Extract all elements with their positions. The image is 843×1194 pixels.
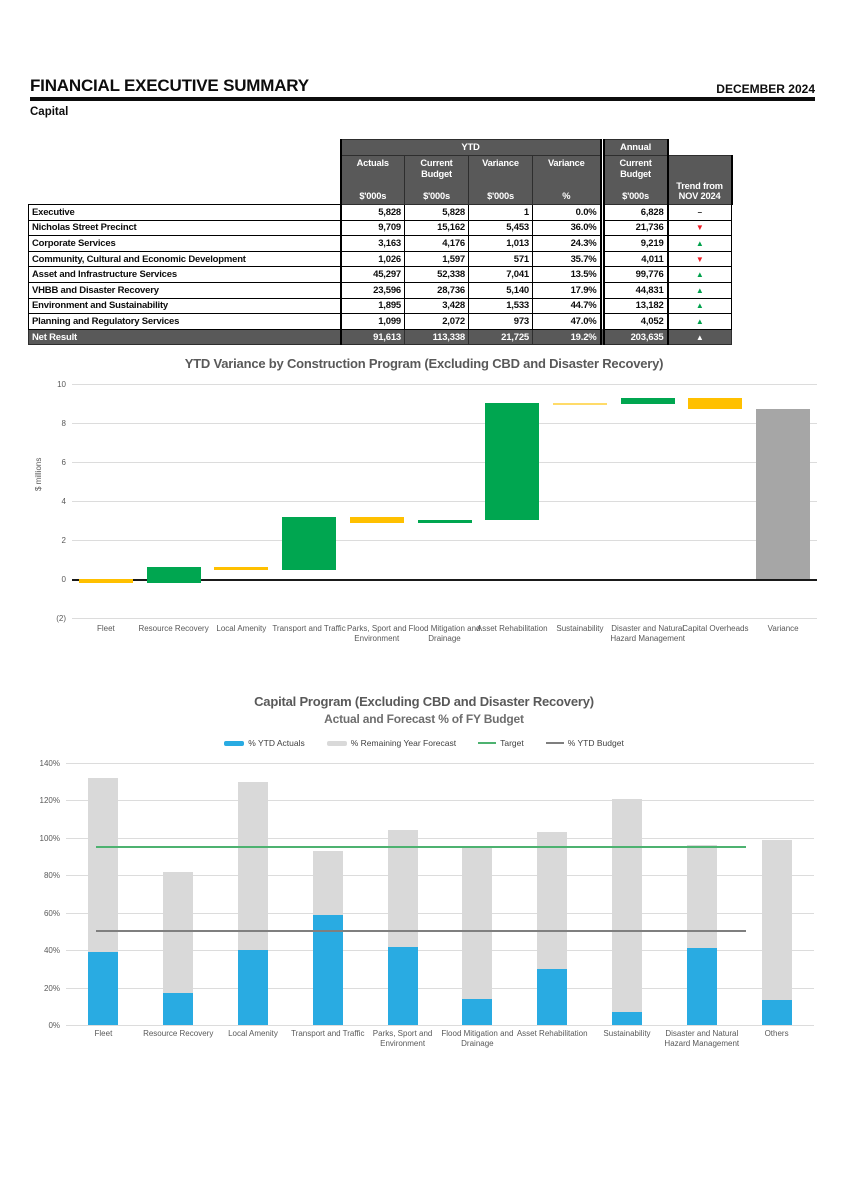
cell-variance: 5,140 <box>469 282 533 298</box>
bar-chart-category-label: Sustainability <box>603 1029 651 1038</box>
ytd-actuals-bar <box>163 993 193 1025</box>
waterfall-gridline <box>72 384 817 385</box>
cell-annual-budget: 6,828 <box>604 205 668 221</box>
column-header <box>604 156 668 205</box>
column-header-text <box>608 158 664 202</box>
cell-current-budget: 113,338 <box>405 329 469 345</box>
waterfall-category-label: Fleet <box>96 624 115 633</box>
bar-chart-title: Capital Program (Excluding CBD and Disaster Recovery) <box>254 694 594 709</box>
column-header <box>668 156 732 205</box>
column-header-name: Variance <box>547 158 585 168</box>
cell-current-budget: 15,162 <box>405 220 469 236</box>
cell-actuals: 23,596 <box>341 282 405 298</box>
waterfall-bar <box>485 403 539 521</box>
legend-label: % Remaining Year Forecast <box>350 738 457 748</box>
cell-variance-pct: 0.0% <box>533 205 601 221</box>
row-label: Executive <box>29 205 341 221</box>
table-row <box>29 251 732 267</box>
table-group-header-row <box>29 140 732 156</box>
cell-current-budget: 3,428 <box>405 298 469 314</box>
bar-chart-category-label: Asset Rehabilitation <box>516 1029 588 1038</box>
column-header-name: Trend from NOV 2024 <box>676 180 723 202</box>
bar-chart-category-label: Disaster and Natural Hazard Management <box>664 1029 740 1049</box>
ytd-actuals-bar <box>88 952 118 1025</box>
cell-actuals: 3,163 <box>341 236 405 252</box>
legend-item <box>224 738 305 748</box>
trend-indicator: ▲ <box>668 282 732 298</box>
waterfall-chart <box>30 350 818 660</box>
bar-chart-y-tick: 140% <box>39 759 60 768</box>
ytd-actuals-bar <box>388 947 418 1025</box>
bar-chart-category-label: Resource Recovery <box>143 1029 214 1038</box>
waterfall-category-label: Disaster and Natural Hazard Management <box>610 624 686 644</box>
waterfall-bar <box>79 579 133 583</box>
legend-swatch-bar <box>224 741 244 746</box>
bar-chart-y-tick: 20% <box>43 983 60 993</box>
waterfall-bar <box>350 517 404 523</box>
summary-table-body <box>29 205 732 345</box>
waterfall-gridline <box>72 501 817 502</box>
cell-annual-budget: 21,736 <box>604 220 668 236</box>
waterfall-y-tick: (2) <box>56 614 66 623</box>
column-header-name: Current Budget <box>420 158 453 179</box>
remaining-forecast-bar <box>537 832 567 969</box>
report-date: DECEMBER 2024 <box>716 82 815 96</box>
bar-chart-subtitle: Actual and Forecast % of FY Budget <box>324 712 524 726</box>
legend-label: % YTD Budget <box>567 738 624 748</box>
waterfall-plot <box>72 384 817 618</box>
cell-annual-budget: 99,776 <box>604 267 668 283</box>
column-header-text <box>472 158 529 202</box>
table-row <box>29 298 732 314</box>
waterfall-gridline <box>72 423 817 424</box>
remaining-forecast-bar <box>238 782 268 950</box>
capital-program-chart <box>30 688 818 1098</box>
cell-current-budget: 52,338 <box>405 267 469 283</box>
column-header-name: Current Budget <box>619 158 652 179</box>
column-header <box>469 156 533 205</box>
summary-table-container <box>28 139 733 345</box>
waterfall-y-axis-label: $ millions <box>34 457 43 491</box>
table-row <box>29 314 732 330</box>
ytd-actuals-bar <box>762 1000 792 1025</box>
cell-current-budget: 2,072 <box>405 314 469 330</box>
cell-current-budget: 5,828 <box>405 205 469 221</box>
group-header-ytd: YTD <box>341 140 601 156</box>
row-label: Planning and Regulatory Services <box>29 314 341 330</box>
waterfall-category-label: Asset Rehabilitation <box>476 624 548 633</box>
bar-chart-category-label: Transport and Traffic <box>291 1029 365 1038</box>
cell-annual-budget: 44,831 <box>604 282 668 298</box>
table-row <box>29 236 732 252</box>
trend-indicator: ▲ <box>668 236 732 252</box>
table-row <box>29 267 732 283</box>
waterfall-y-tick: 10 <box>57 380 66 389</box>
bar-chart-plot <box>66 763 814 1025</box>
legend-swatch-line <box>546 742 564 744</box>
waterfall-gridline <box>72 462 817 463</box>
cell-actuals: 1,026 <box>341 251 405 267</box>
column-header <box>405 156 469 205</box>
table-row <box>29 282 732 298</box>
header-rule <box>30 97 815 101</box>
ytd-budget-line <box>96 930 746 932</box>
bar-chart-category-label: Others <box>764 1029 789 1038</box>
column-header-name: Actuals <box>356 158 389 168</box>
cell-actuals: 91,613 <box>341 329 405 345</box>
waterfall-y-tick: 0 <box>61 575 66 584</box>
waterfall-category-label: Flood Mitigation and Drainage <box>408 624 481 644</box>
legend-swatch-bar <box>327 741 347 746</box>
remaining-forecast-bar <box>612 799 642 1012</box>
waterfall-y-tick: 2 <box>61 536 66 545</box>
row-label: VHBB and Disaster Recovery <box>29 282 341 298</box>
bar-chart-y-tick: 60% <box>43 908 60 918</box>
group-header-annual: Annual <box>604 140 668 156</box>
cell-actuals: 1,099 <box>341 314 405 330</box>
bar-chart-gridline <box>66 763 814 764</box>
trend-indicator: ▲ <box>668 314 732 330</box>
waterfall-category-label: Resource Recovery <box>138 624 209 633</box>
cell-actuals: 1,895 <box>341 298 405 314</box>
bar-chart-y-axis <box>30 759 60 1030</box>
page-title: FINANCIAL EXECUTIVE SUMMARY <box>30 76 309 95</box>
waterfall-gridline <box>72 540 817 541</box>
cell-variance: 571 <box>469 251 533 267</box>
row-label: Net Result <box>29 329 341 345</box>
bar-chart-y-tick: 120% <box>39 796 60 806</box>
cell-variance-pct: 36.0% <box>533 220 601 236</box>
cell-current-budget: 28,736 <box>405 282 469 298</box>
column-header-unit: % <box>562 191 571 202</box>
cell-actuals: 45,297 <box>341 267 405 283</box>
waterfall-title: YTD Variance by Construction Program (Excluding CBD and Disaster Recovery) <box>184 356 664 371</box>
row-label: Asset and Infrastructure Services <box>29 267 341 283</box>
waterfall-bar <box>418 520 472 523</box>
ytd-actuals-bar <box>612 1012 642 1025</box>
row-label: Corporate Services <box>29 236 341 252</box>
table-corner-blank <box>29 140 341 156</box>
bar-chart-gridline <box>66 838 814 839</box>
bar-chart-category-label: Fleet <box>94 1029 113 1038</box>
cell-annual-budget: 203,635 <box>604 329 668 345</box>
remaining-forecast-bar <box>687 845 717 948</box>
waterfall-category-label: Parks, Sport and Environment <box>346 624 407 644</box>
waterfall-bar <box>756 409 810 579</box>
remaining-forecast-bar <box>88 778 118 952</box>
column-header <box>533 156 601 205</box>
bar-chart-legend <box>30 738 818 748</box>
bar-chart-category-label: Local Amenity <box>228 1029 278 1038</box>
cell-variance-pct: 17.9% <box>533 282 601 298</box>
cell-variance-pct: 19.2% <box>533 329 601 345</box>
legend-item <box>478 738 524 748</box>
cell-variance-pct: 35.7% <box>533 251 601 267</box>
cell-annual-budget: 4,011 <box>604 251 668 267</box>
ytd-actuals-bar <box>537 969 567 1025</box>
cell-variance-pct: 13.5% <box>533 267 601 283</box>
waterfall-category-label: Variance <box>767 624 799 633</box>
waterfall-y-tick: 4 <box>61 497 66 506</box>
column-header-unit: $'000s <box>423 191 450 202</box>
bar-chart-category-label: Flood Mitigation and Drainage <box>441 1029 514 1049</box>
waterfall-bar <box>282 517 336 570</box>
column-header-text <box>672 158 728 202</box>
legend-label: % YTD Actuals <box>248 738 305 748</box>
cell-annual-budget: 13,182 <box>604 298 668 314</box>
trend-indicator: ▲ <box>668 267 732 283</box>
trend-indicator: ▲ <box>668 329 732 345</box>
bar-chart-y-tick: 0% <box>48 1021 60 1030</box>
section-label: Capital <box>30 106 69 118</box>
waterfall-bar <box>214 567 268 570</box>
legend-label: Target <box>500 738 524 748</box>
column-header-unit: $'000s <box>487 191 514 202</box>
cell-variance: 973 <box>469 314 533 330</box>
cell-variance-pct: 44.7% <box>533 298 601 314</box>
trend-indicator: – <box>668 205 732 221</box>
legend-item <box>546 738 624 748</box>
bar-chart-gridline <box>66 1025 814 1026</box>
cell-annual-budget: 4,052 <box>604 314 668 330</box>
cell-variance: 5,453 <box>469 220 533 236</box>
waterfall-category-label: Local Amenity <box>216 624 267 633</box>
bar-chart-y-tick: 40% <box>43 946 60 956</box>
bar-chart-gridline <box>66 800 814 801</box>
waterfall-bar <box>553 403 607 406</box>
cell-variance: 1,013 <box>469 236 533 252</box>
waterfall-category-axis <box>72 624 817 660</box>
waterfall-bar <box>621 398 675 404</box>
bar-chart-category-label: Parks, Sport and Environment <box>372 1029 433 1049</box>
row-label: Environment and Sustainability <box>29 298 341 314</box>
ytd-actuals-bar <box>687 948 717 1025</box>
waterfall-y-tick: 6 <box>61 458 66 467</box>
bar-chart-y-tick: 100% <box>39 833 60 843</box>
cell-variance-pct: 24.3% <box>533 236 601 252</box>
waterfall-gridline <box>72 618 817 619</box>
waterfall-bar <box>147 567 201 583</box>
column-header-text <box>536 158 597 202</box>
remaining-forecast-bar <box>313 851 343 915</box>
cell-annual-budget: 9,219 <box>604 236 668 252</box>
trend-indicator: ▼ <box>668 251 732 267</box>
cell-variance: 1 <box>469 205 533 221</box>
waterfall-y-axis <box>36 380 66 623</box>
row-label: Community, Cultural and Economic Development <box>29 251 341 267</box>
legend-item <box>327 738 456 748</box>
cell-variance: 21,725 <box>469 329 533 345</box>
cell-actuals: 9,709 <box>341 220 405 236</box>
cell-current-budget: 4,176 <box>405 236 469 252</box>
remaining-forecast-bar <box>762 840 792 1000</box>
trend-indicator: ▲ <box>668 298 732 314</box>
waterfall-y-tick: 8 <box>61 419 66 428</box>
table-total-row <box>29 329 732 345</box>
ytd-actuals-bar <box>238 950 268 1025</box>
table-corner-blank <box>29 156 341 205</box>
waterfall-category-label: Sustainability <box>556 624 604 633</box>
remaining-forecast-bar <box>462 846 492 999</box>
trend-header-blank <box>668 140 732 156</box>
cell-variance: 7,041 <box>469 267 533 283</box>
cell-current-budget: 1,597 <box>405 251 469 267</box>
column-header-text <box>408 158 465 202</box>
cell-variance-pct: 47.0% <box>533 314 601 330</box>
summary-table-head <box>29 140 732 205</box>
ytd-actuals-bar <box>462 999 492 1025</box>
cell-variance: 1,533 <box>469 298 533 314</box>
column-header-text <box>345 158 402 202</box>
row-label: Nicholas Street Precinct <box>29 220 341 236</box>
legend-swatch-line <box>478 742 496 744</box>
cell-actuals: 5,828 <box>341 205 405 221</box>
trend-indicator: ▼ <box>668 220 732 236</box>
table-row <box>29 205 732 221</box>
bar-chart-category-axis <box>66 1029 814 1069</box>
table-column-header-row <box>29 156 732 205</box>
column-header-unit: $'000s <box>359 191 387 202</box>
column-header <box>341 156 405 205</box>
target-line <box>96 846 746 848</box>
bar-chart-y-tick: 80% <box>43 871 60 881</box>
waterfall-bar <box>688 398 742 409</box>
column-header-unit: $'000s <box>622 191 649 202</box>
table-row <box>29 220 732 236</box>
waterfall-category-label: Capital Overheads <box>682 624 749 633</box>
column-header-name: Variance <box>482 158 519 168</box>
summary-table <box>28 139 733 345</box>
remaining-forecast-bar <box>163 872 193 993</box>
waterfall-category-label: Transport and Traffic <box>272 624 346 633</box>
